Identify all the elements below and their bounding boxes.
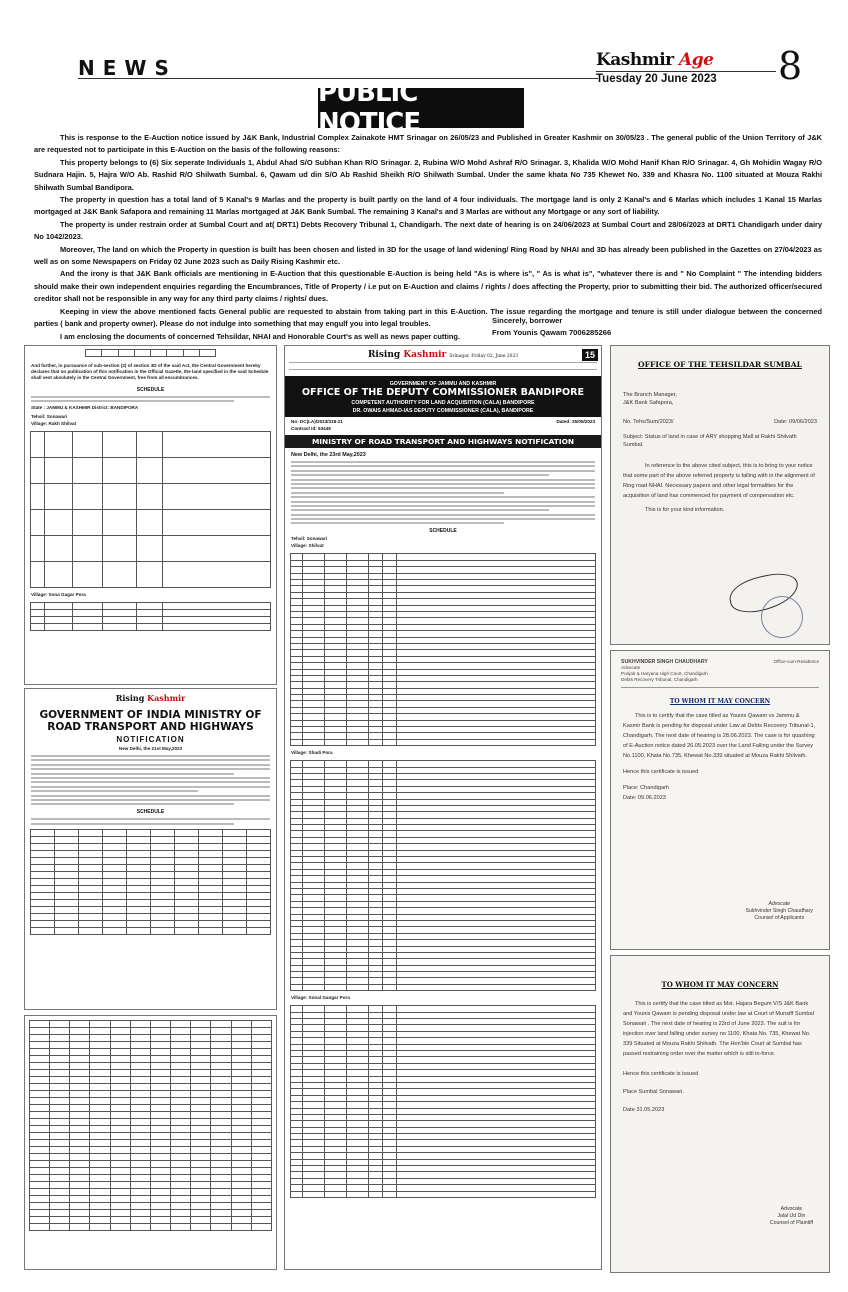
signature-block (492, 315, 611, 339)
advocate-signature: Advocate Sukhvinder Singh Chaudhary Counsel of Applicants (745, 901, 813, 921)
page-badge: 15 (582, 349, 598, 361)
clipping-date: New Delhi, the 21st May,2023 (118, 746, 183, 751)
advocate-signature: Advocate Jalal Ud Din Counsel of Plaintiff (769, 1206, 813, 1226)
contract-id: Contract Id: 93449 (291, 426, 331, 431)
notice-title: PUBLIC NOTICE (318, 88, 524, 128)
notice-paragraph: And the irony is that J&K Bank officials are mentioning in E-Auction that this questionable E-Auction is being held "As is where is", " As is what is", "whatever there is and " No Complaint " The intending bidders should make their own independent enquiries regarding the Encumbrances, Title of Property / i.e put on E-Auction and claims / rights / does affecting the Property, prior to submitting their bid. The authorized officer/secured creditor shall not be responsible in any way for any third party claims / rights/ dues. (34, 269, 822, 304)
schedule-village-2: Village: Shadi Pora (291, 750, 333, 756)
letter-title: OFFICE OF THE TEHSILDAR SUMBAL (638, 360, 802, 369)
schedule-village-2: Village: Sona Gagar Pora (31, 592, 86, 598)
office-header: GOVERNMENT OF JAMMU AND KASHMIR OFFICE OF THE DEPUTY COMMISSIONER BANDIPORE COMPETENT AUTHORITY FOR LAND ACQUISITION (CALA) BANDIPORE DR. OWAIS AHMAD-IAS DEPUTY COMMISSIONER (CALA), BANDIPORE (285, 376, 601, 417)
advocate-letter-sumbal (610, 955, 830, 1273)
ministry-header: MINISTRY OF ROAD TRANSPORT AND HIGHWAYS NOTIFICATION (285, 435, 601, 448)
section-label: NEWS (78, 56, 177, 80)
letter-subject: Subject: Status of land in case of ARY shopping Mall at Rakhi Shilvath Sumbal. (623, 434, 797, 448)
closing: Sincerely, borrower (492, 316, 563, 325)
schedule-district: State : JAMMU & KASHMIR District: BANDIPORA (31, 405, 139, 411)
notice-paragraph: This is response to the E-Auction notice issued by J&K Bank, Industrial Complex Zainakote HMT Srinagar on 26/05/23 and Published in Greater Kashmir on 30/05/23 . The general public of the Union Territory of J&K are requested not to participate in this E-Auction on the basis of the following reasons: (34, 133, 822, 155)
letter-place: Place: Chandigarh (623, 785, 670, 791)
rising-kashmir-logo: Rising Kashmir (115, 693, 186, 703)
schedule-label: SCHEDULE (136, 387, 165, 393)
letter-ref: No. Tehs/Sum/2023/ Date: 09/06/2023 (623, 419, 817, 425)
signer: From Younis Qawam 7006285266 (492, 328, 612, 337)
masthead-title: Kashmir Age (596, 50, 714, 70)
schedule-village: Village: Shilvat (291, 543, 324, 549)
notice-body (34, 132, 822, 343)
letterhead: SUKHVINDER SINGH CHAUDHARY Advocate Punjab & Haryana High Court, Chandigarh Debts Recovery Tribunal, Chandigarh Office-cum-Residence (621, 659, 819, 682)
letter-date: Date 31.05.2023 (623, 1107, 665, 1113)
notice-paragraph: This property belongs to (6) Six seperate Individuals 1, Abdul Ahad S/O Subhan Khan R/O Srinagar. 2, Rubina W/O Mohd Ashraf R/O Srinagar. 3, Khalida W/O Mohd Hanif Khan R/O Srinagar. 4, Gh Mohidin Wagay R/O Sudnara Hajin. 5, Hajra W/O Ab. Rashid R/O Shilwath Sumbal. 6, Qawam ud din S/O Ab Rashid Sheikh R/O Shilwath Sumbal. Under the same khata No 735 Khewet No. 339 and Khasra No. 1100 situated at Mouza Rakhi Shilwath Sumbal Bandipora. (34, 157, 822, 192)
masthead (596, 50, 776, 85)
letter-body: In reference to the above cited subject, this is to bring to your notice that some part of the above referred property is falling with in the alignment of Ring road NHAI. Necessary papers and other legal formalities for the acquisition of land has commenced for payment of compensation etc. (623, 463, 815, 499)
schedule-tehsil: Tehsil: Sonawari (291, 536, 328, 542)
notice-paragraph: The property is under restrain order at Sumbal Court and at( DRT1) Debts Recovery Tribunal 1, Chandigarh. The next date of hearing is on 24/06/2023 at Sumbal Court and 28/06/2023 at DRT1 Chandigarh under dairy No 1042/2023. (34, 219, 822, 242)
notice-paragraph: The property in question has a total land of 5 Kanal's 9 Marlas and the property is built partly on the land of 4 four individuals. The mortgage land is only 2 Kanal's and 6 Marlas which includes 1 Kanal 15 Marlas mortgaged at J&K Bank Safapora and remaining 11 Marlas mortgaged at J&K Bank Sumbal. The remaining 3 Kanal's and 3 Marlas are without any Mortgage or any sort of liability. (34, 195, 822, 217)
letter-body: This is to certify that the case titled as Younis Qawam vs Jammu & Kasmir Bank is pending for disposal under Law at Debts Recovery Tribunal-1, Chandigarh. The next date of hearing is 28.06.2023. The case is for quashing of E-Auction notice dated 26.05.2023 over the Land Falling under the Survey No.1100, Khata No.735, Khewat No.339 situated at Mouza Rakhi Shilvath. (623, 713, 816, 759)
issue-date: Tuesday 20 June 2023 (596, 71, 776, 85)
schedule-village: Village: Rakh Shilvat (31, 421, 77, 427)
letter-place: Place Sumbal Sonawari. (623, 1089, 684, 1095)
ad-strip (289, 362, 597, 370)
official-stamp (761, 596, 803, 638)
notice-paragraph: Moreover, The land on which the Property in question is built has been chosen and listed in 3D for the usage of land widening/ Ring Road by NHAI and 3D has already been published in the Gazettes on 27/04/2023 as well as on some Newspapers on Friday 02 June 2023 such as Daily Rising Kashmir etc. (34, 244, 822, 267)
notice-paragraph: I am enclosing the documents of concerned Tehsildar, NHAI and Honorable Court's as well as news paper cutting. (60, 331, 460, 341)
certificate-line: Hence this certificate is issued (623, 1071, 699, 1077)
rising-kashmir-logo: Rising Kashmir Srinagar, Friday 02, June 2023 (367, 350, 519, 360)
clipping-subtitle: NOTIFICATION (116, 735, 185, 744)
letter-heading: TO WHOM IT MAY CONCERN (661, 980, 779, 989)
letter-footer: This is for your kind information. (645, 507, 725, 513)
order-meta: No: DC(LA)/2023/318-21 Dated: 25/05/2023 (291, 419, 595, 424)
letter-heading: TO WHOM IT MAY CONCERN (669, 698, 771, 705)
schedule-label: SCHEDULE (136, 809, 165, 816)
certificate-line: Hence this certificate is issued (623, 769, 699, 775)
tehsildar-letter (610, 345, 830, 645)
letter-date: Date: 09.06.2023 (623, 795, 666, 801)
advocate-letter-drt (610, 650, 830, 950)
letter-addressee: The Branch Manager, J&K Bank Safapora, (623, 392, 677, 406)
clipping-intro: And further, in pursuance of sub-section (2) of section 3D of the said Act, the Central Government hereby declares that on publication of this notification in the Official Gazette, the land specified in the said Schedule shall vest absolutely in the Central Government, free from all encumbrances. (31, 363, 269, 380)
clipping-headline: GOVERNMENT OF INDIA MINISTRY OF ROAD TRANSPORT AND HIGHWAYS (39, 709, 262, 733)
deputy-commissioner-clipping (284, 345, 602, 1270)
notification-date: New Delhi, the 23rd May,2023 (291, 452, 366, 458)
page-number: 8 (778, 44, 803, 88)
schedule-table-clipping (24, 1015, 277, 1270)
schedule-tehsil: Tehsil: Sonawari (31, 414, 68, 420)
newspaper-clipping-notification (24, 688, 277, 1010)
notice-paragraph: Keeping in view the above mentioned facts General public are requested to abstain from taking part in this E-Auction. The issue regarding the mortgage and tenure is still under dialogue between the concerned parties ( bank and property owner). Please do not indulge into something that may engulf you into legal troubles. (34, 306, 822, 329)
letter-body: This is certify that the case titled as Mst. Hajara Begum V/S J&K Bank and Younis Qawam is pending disposal under law at Court of Munsiff Sumbal Sonawari . The next date of hearing is 23rd of June 2023. The suit is for injection over land falling under survey no 1100, Khata No. 735, Khewat No. 339 Situated at Mouza Rakhi Shilvath. The Hon'ble Court at Sumbal has passed restraining order over the matter which is still in-force. (623, 1001, 814, 1057)
schedule-label: SCHEDULE (429, 528, 457, 535)
gazette-clipping-schedule (24, 345, 277, 685)
schedule-village-3: Village: Sonal Gangar Pora (291, 995, 350, 1001)
